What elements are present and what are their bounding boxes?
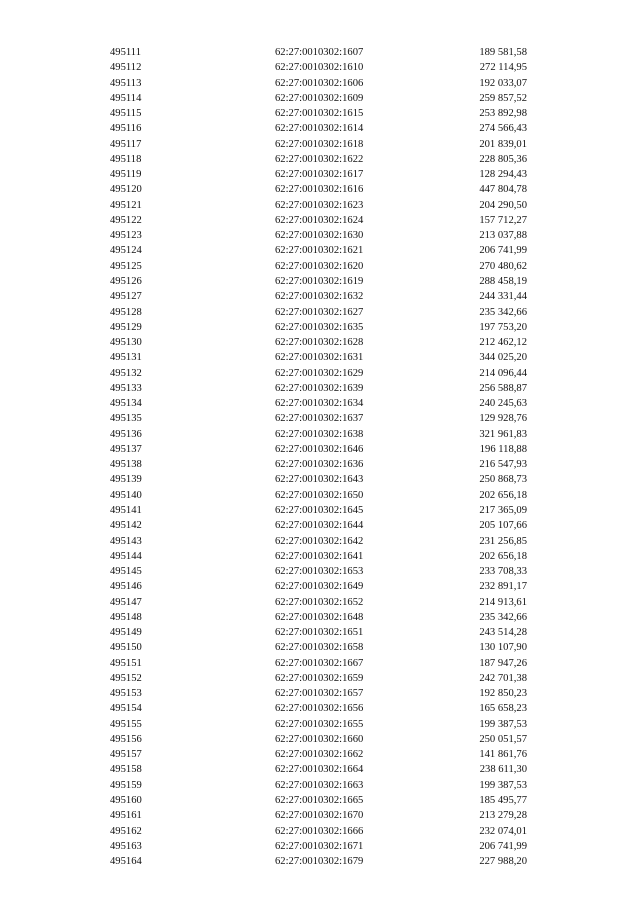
row-number: 495146 [110,581,142,593]
cadastral-value: 130 107,90 [479,642,527,654]
row-number: 495127 [110,291,142,303]
cadastral-value: 192 033,07 [479,77,527,89]
row-number: 495117 [110,138,142,150]
cadastral-number: 62:27:0010302:1650 [275,489,364,501]
row-number: 495159 [110,779,142,791]
cadastral-number: 62:27:0010302:1634 [275,398,364,410]
cadastral-value: 274 566,43 [479,123,527,135]
row-number: 495143 [110,535,142,547]
row-number: 495141 [110,504,142,516]
row-number: 495137 [110,443,142,455]
cadastral-number: 62:27:0010302:1657 [275,688,364,700]
table-row [0,579,640,594]
row-number: 495156 [110,733,142,745]
table-row [0,854,640,869]
row-number: 495157 [110,749,142,761]
row-number: 495123 [110,230,142,242]
table-row [0,76,640,91]
cadastral-number: 62:27:0010302:1623 [275,199,364,211]
table-row [0,121,640,136]
cadastral-value: 242 701,38 [479,672,527,684]
cadastral-number: 62:27:0010302:1671 [275,840,364,852]
row-number: 495116 [110,123,142,135]
cadastral-number: 62:27:0010302:1664 [275,764,364,776]
table-row [0,564,640,579]
cadastral-value: 321 961,83 [479,428,527,440]
table-row [0,717,640,732]
cadastral-number: 62:27:0010302:1632 [275,291,364,303]
cadastral-number: 62:27:0010302:1653 [275,566,364,578]
row-number: 495151 [110,657,142,669]
cadastral-value: 129 928,76 [479,413,527,425]
cadastral-value: 217 365,09 [479,504,527,516]
table-row [0,289,640,304]
cadastral-table [0,45,640,869]
cadastral-number: 62:27:0010302:1617 [275,169,364,181]
cadastral-value: 447 804,78 [479,184,527,196]
table-row [0,442,640,457]
cadastral-number: 62:27:0010302:1615 [275,108,364,120]
cadastral-value: 187 947,26 [479,657,527,669]
cadastral-value: 344 025,20 [479,352,527,364]
cadastral-value: 233 708,33 [479,566,527,578]
cadastral-number: 62:27:0010302:1610 [275,62,364,74]
cadastral-number: 62:27:0010302:1607 [275,47,364,58]
cadastral-value: 202 656,18 [479,550,527,562]
table-row [0,472,640,487]
row-number: 495136 [110,428,142,440]
cadastral-number: 62:27:0010302:1606 [275,77,364,89]
cadastral-value: 185 495,77 [479,795,527,807]
table-row [0,427,640,442]
row-number: 495144 [110,550,142,562]
cadastral-value: 212 462,12 [479,337,527,349]
cadastral-number: 62:27:0010302:1609 [275,92,364,104]
row-number: 495120 [110,184,142,196]
table-row [0,610,640,625]
cadastral-number: 62:27:0010302:1662 [275,749,364,761]
row-number: 495138 [110,459,142,471]
table-row [0,152,640,167]
table-row [0,671,640,686]
row-number: 495147 [110,596,142,608]
table-row [0,274,640,289]
table-row [0,259,640,274]
cadastral-number: 62:27:0010302:1639 [275,382,364,394]
cadastral-number: 62:27:0010302:1655 [275,718,364,730]
cadastral-number: 62:27:0010302:1643 [275,474,364,486]
cadastral-number: 62:27:0010302:1631 [275,352,364,364]
row-number: 495162 [110,825,142,837]
table-row [0,549,640,564]
table-row [0,595,640,610]
cadastral-number: 62:27:0010302:1644 [275,520,364,532]
table-row [0,457,640,472]
row-number: 495152 [110,672,142,684]
row-number: 495133 [110,382,142,394]
cadastral-number: 62:27:0010302:1622 [275,153,364,165]
row-number: 495148 [110,611,142,623]
table-row [0,686,640,701]
row-number: 495130 [110,337,142,349]
row-number: 495142 [110,520,142,532]
cadastral-value: 206 741,99 [479,840,527,852]
cadastral-value: 157 712,27 [479,214,527,226]
table-row [0,411,640,426]
cadastral-number: 62:27:0010302:1667 [275,657,364,669]
row-number: 495115 [110,108,142,120]
cadastral-value: 235 342,66 [479,611,527,623]
cadastral-number: 62:27:0010302:1628 [275,337,364,349]
table-row [0,518,640,533]
table-row [0,320,640,335]
cadastral-number: 62:27:0010302:1665 [275,795,364,807]
cadastral-number: 62:27:0010302:1624 [275,214,364,226]
cadastral-value: 216 547,93 [479,459,527,471]
row-number: 495164 [110,856,142,868]
row-number: 495121 [110,199,142,211]
cadastral-value: 214 096,44 [479,367,527,379]
cadastral-number: 62:27:0010302:1616 [275,184,364,196]
table-row [0,824,640,839]
cadastral-value: 250 868,73 [479,474,527,486]
cadastral-number: 62:27:0010302:1618 [275,138,364,150]
row-number: 495160 [110,795,142,807]
cadastral-value: 201 839,01 [479,138,527,150]
cadastral-value: 202 656,18 [479,489,527,501]
table-row [0,396,640,411]
table-row [0,137,640,152]
cadastral-number: 62:27:0010302:1658 [275,642,364,654]
cadastral-number: 62:27:0010302:1630 [275,230,364,242]
cadastral-number: 62:27:0010302:1651 [275,627,364,639]
cadastral-number: 62:27:0010302:1646 [275,443,364,455]
table-row [0,747,640,762]
table-row [0,793,640,808]
cadastral-value: 206 741,99 [479,245,527,257]
cadastral-value: 197 753,20 [479,321,527,333]
cadastral-value: 214 913,61 [479,596,527,608]
cadastral-number: 62:27:0010302:1642 [275,535,364,547]
cadastral-number: 62:27:0010302:1635 [275,321,364,333]
cadastral-value: 213 037,88 [479,230,527,242]
cadastral-value: 232 074,01 [479,825,527,837]
cadastral-number: 62:27:0010302:1648 [275,611,364,623]
table-row [0,701,640,716]
cadastral-value: 205 107,66 [479,520,527,532]
cadastral-number: 62:27:0010302:1652 [275,596,364,608]
cadastral-value: 204 290,50 [479,199,527,211]
cadastral-value: 213 279,28 [479,810,527,822]
cadastral-number: 62:27:0010302:1638 [275,428,364,440]
table-row [0,198,640,213]
cadastral-value: 238 611,30 [479,764,527,776]
cadastral-number: 62:27:0010302:1656 [275,703,364,715]
table-row [0,228,640,243]
table-row [0,778,640,793]
row-number: 495131 [110,352,142,364]
cadastral-number: 62:27:0010302:1663 [275,779,364,791]
cadastral-value: 232 891,17 [479,581,527,593]
table-row [0,656,640,671]
cadastral-value: 228 805,36 [479,153,527,165]
table-row [0,60,640,75]
row-number: 495126 [110,275,142,287]
cadastral-value: 244 331,44 [479,291,527,303]
row-number: 495140 [110,489,142,501]
cadastral-value: 250 051,57 [479,733,527,745]
cadastral-value: 189 581,58 [479,47,527,58]
row-number: 495158 [110,764,142,776]
cadastral-number: 62:27:0010302:1659 [275,672,364,684]
cadastral-value: 259 857,52 [479,92,527,104]
row-number: 495154 [110,703,142,715]
row-number: 495113 [110,77,142,89]
cadastral-number: 62:27:0010302:1636 [275,459,364,471]
cadastral-value: 199 387,53 [479,779,527,791]
table-row [0,350,640,365]
cadastral-value: 165 658,23 [479,703,527,715]
table-row [0,305,640,320]
cadastral-value: 272 114,95 [479,62,527,74]
cadastral-value: 240 245,63 [479,398,527,410]
cadastral-number: 62:27:0010302:1641 [275,550,364,562]
row-number: 495114 [110,92,142,104]
cadastral-value: 199 387,53 [479,718,527,730]
table-row [0,808,640,823]
cadastral-number: 62:27:0010302:1670 [275,810,364,822]
cadastral-number: 62:27:0010302:1619 [275,275,364,287]
cadastral-number: 62:27:0010302:1620 [275,260,364,272]
row-number: 495150 [110,642,142,654]
table-row [0,91,640,106]
cadastral-number: 62:27:0010302:1666 [275,825,364,837]
table-row [0,488,640,503]
table-row [0,503,640,518]
table-row [0,182,640,197]
cadastral-value: 141 861,76 [479,749,527,761]
table-row [0,534,640,549]
row-number: 495134 [110,398,142,410]
row-number: 495145 [110,566,142,578]
table-row [0,839,640,854]
table-row [0,213,640,228]
row-number: 495118 [110,153,142,165]
row-number: 495132 [110,367,142,379]
table-row [0,640,640,655]
cadastral-number: 62:27:0010302:1637 [275,413,364,425]
table-row [0,106,640,121]
cadastral-value: 128 294,43 [479,169,527,181]
row-number: 495139 [110,474,142,486]
row-number: 495124 [110,245,142,257]
cadastral-number: 62:27:0010302:1627 [275,306,364,318]
cadastral-number: 62:27:0010302:1629 [275,367,364,379]
row-number: 495153 [110,688,142,700]
table-row [0,762,640,777]
cadastral-value: 253 892,98 [479,108,527,120]
cadastral-value: 256 588,87 [479,382,527,394]
cadastral-number: 62:27:0010302:1614 [275,123,364,135]
cadastral-value: 196 118,88 [479,443,527,455]
row-number: 495111 [110,47,141,58]
row-number: 495163 [110,840,142,852]
cadastral-value: 231 256,85 [479,535,527,547]
cadastral-value: 288 458,19 [479,275,527,287]
row-number: 495128 [110,306,142,318]
row-number: 495112 [110,62,142,74]
cadastral-number: 62:27:0010302:1645 [275,504,364,516]
cadastral-value: 192 850,23 [479,688,527,700]
table-row [0,625,640,640]
row-number: 495122 [110,214,142,226]
table-row [0,167,640,182]
cadastral-number: 62:27:0010302:1649 [275,581,364,593]
cadastral-value: 243 514,28 [479,627,527,639]
cadastral-value: 270 480,62 [479,260,527,272]
table-row [0,45,640,60]
table-row [0,335,640,350]
table-row [0,732,640,747]
row-number: 495135 [110,413,142,425]
cadastral-value: 235 342,66 [479,306,527,318]
cadastral-number: 62:27:0010302:1621 [275,245,364,257]
table-row [0,381,640,396]
row-number: 495155 [110,718,142,730]
row-number: 495149 [110,627,142,639]
table-row [0,366,640,381]
row-number: 495161 [110,810,142,822]
row-number: 495129 [110,321,142,333]
cadastral-value: 227 988,20 [479,856,527,868]
row-number: 495125 [110,260,142,272]
cadastral-number: 62:27:0010302:1660 [275,733,364,745]
cadastral-number: 62:27:0010302:1679 [275,856,364,868]
row-number: 495119 [110,169,142,181]
table-row [0,243,640,258]
